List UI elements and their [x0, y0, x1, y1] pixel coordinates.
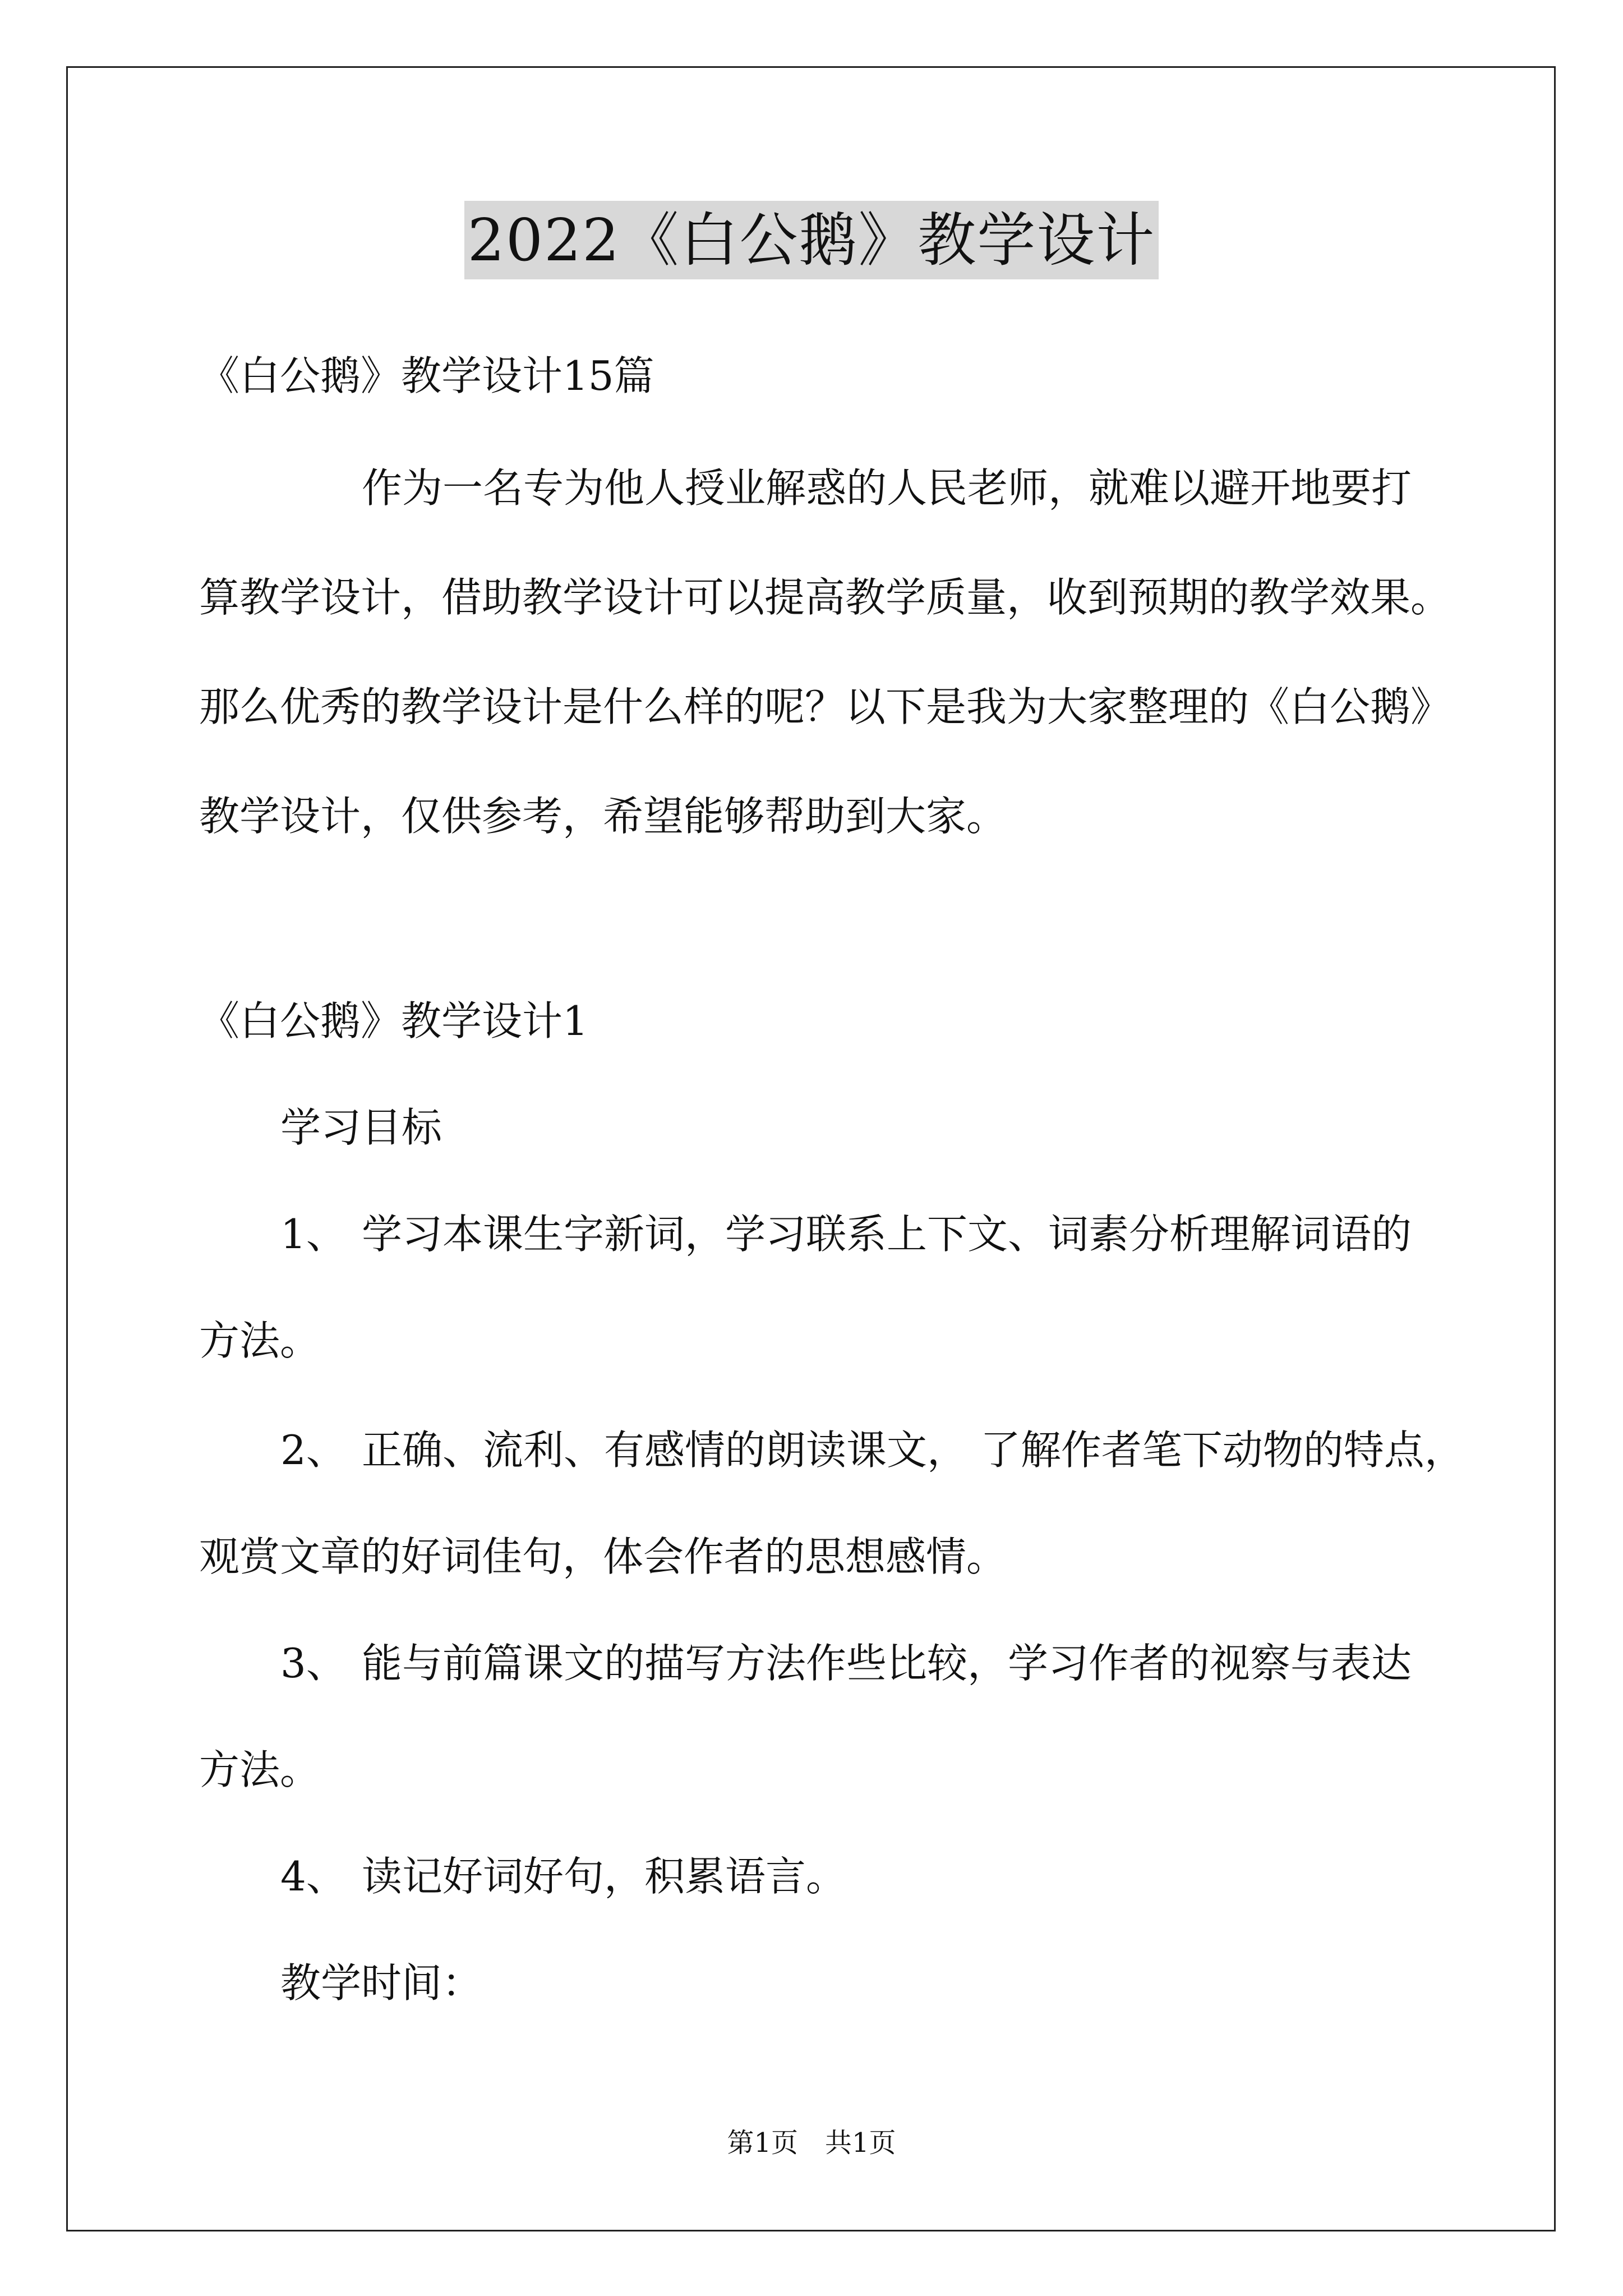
goal-1-line-1: 学习本课生字新词，学习联系上下文、词素分析理解词语的 [362, 1211, 1412, 1258]
goal-number-4: 4、 [280, 1853, 347, 1900]
goal-number-3: 3、 [280, 1640, 347, 1687]
document-title: 2022《白公鹅》教学设计 [464, 201, 1159, 279]
goal-number-2: 2、 [280, 1427, 347, 1474]
goal-2-line-2: 观赏文章的好词佳句，体会作者的思想感情。 [199, 1533, 1007, 1580]
goal-2-line-1: 正确、流利、有感情的朗读课文， 了解作者笔下动物的特点， [362, 1427, 1465, 1474]
goal-4-line-1: 读记好词好句，积累语言。 [362, 1853, 847, 1900]
goals-heading: 学习目标 [280, 1104, 442, 1151]
section-heading: 《白公鹅》教学设计1 [199, 997, 588, 1045]
intro-line-2: 算教学设计，借助教学设计可以提高教学质量，收到预期的教学效果。 [199, 574, 1451, 621]
page-footer: 第1页 共1页 [727, 2127, 896, 2159]
time-heading: 教学时间： [280, 1959, 483, 2007]
goal-3-line-1: 能与前篇课文的描写方法作些比较，学习作者的视察与表达 [362, 1640, 1412, 1687]
intro-line-3: 那么优秀的教学设计是什么样的呢？以下是我为大家整理的《白公鹅》 [199, 683, 1451, 730]
goal-1-line-2: 方法。 [199, 1317, 321, 1364]
goal-3-line-2: 方法。 [199, 1746, 321, 1793]
title-wrap [0, 201, 1623, 279]
goal-number-1: 1、 [280, 1211, 347, 1258]
intro-line-1: 作为一名专为他人授业解惑的人民老师，就难以避开地要打 [362, 464, 1412, 512]
intro-line-4: 教学设计，仅供参考，希望能够帮助到大家。 [199, 793, 1007, 840]
document-subtitle: 《白公鹅》教学设计15篇 [199, 352, 654, 399]
